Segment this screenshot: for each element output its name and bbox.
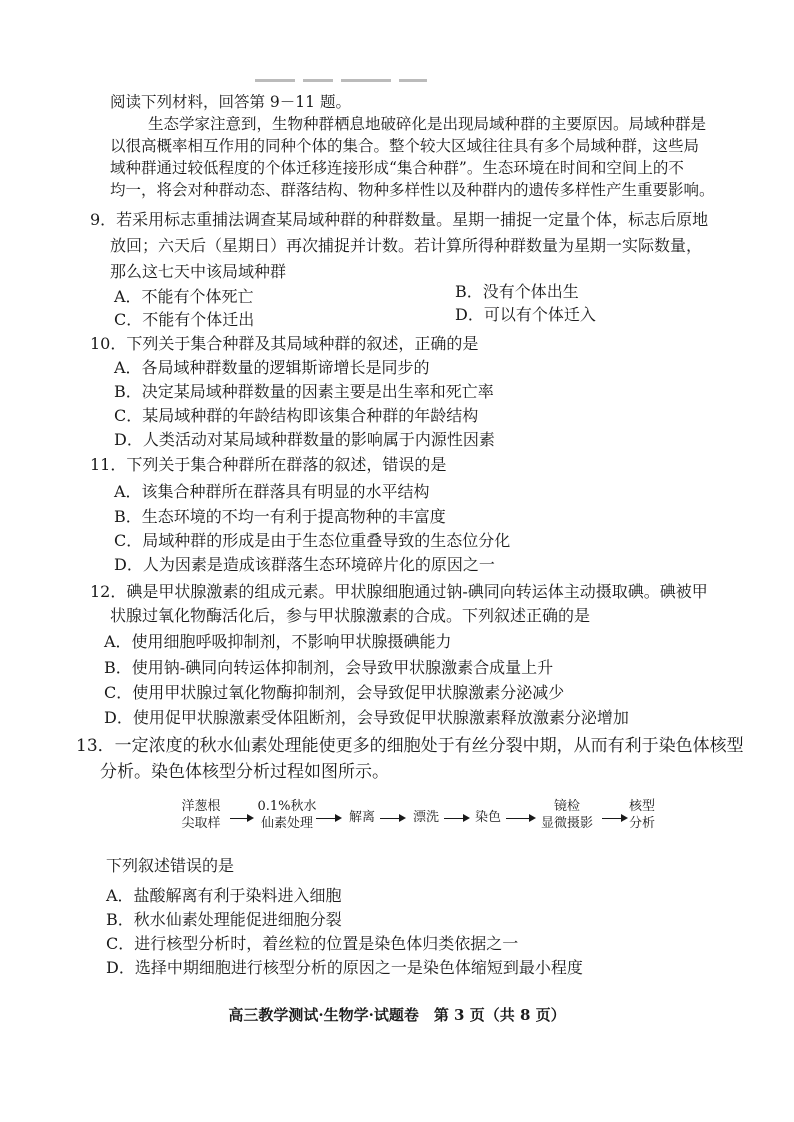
q11-option-c: C．局域种群的形成是由于生态位重叠导致的生态位分化 bbox=[114, 531, 511, 550]
q9-option-a: A．不能有个体死亡 bbox=[114, 287, 254, 306]
q13-option-a: A．盐酸解离有利于染料进入细胞 bbox=[106, 886, 342, 905]
flow-step-dissociation: 解离 bbox=[348, 810, 375, 825]
flow-step-text: 核型 bbox=[628, 799, 655, 814]
flow-step-text: 显微摄影 bbox=[540, 816, 593, 831]
flow-step-microscopy bbox=[532, 798, 602, 832]
q9-stem: 那么这七天中该局域种群 bbox=[110, 262, 287, 281]
flow-arrow bbox=[316, 818, 340, 819]
top-scan-mark bbox=[255, 70, 485, 76]
q11-option-b: B．生态环境的不均一有利于提高物种的丰富度 bbox=[114, 507, 446, 526]
flow-arrow bbox=[444, 818, 468, 819]
flow-step-rinsing: 漂洗 bbox=[412, 810, 439, 825]
q10-option-a: A．各局域种群数量的逻辑斯谛增长是同步的 bbox=[114, 358, 430, 377]
flow-step-staining: 染色 bbox=[474, 810, 501, 825]
flow-step-text: 洋葱根 bbox=[181, 799, 221, 814]
q9-option-d: D．可以有个体迁入 bbox=[455, 305, 596, 324]
q9-option-b: B．没有个体出生 bbox=[455, 282, 579, 301]
q9-stem: 放回；六天后（星期日）再次捕捉并计数。若计算所得种群数量为星期一实际数量， bbox=[110, 236, 703, 255]
q12-option-d: D．使用促甲状腺激素受体阻断剂，会导致促甲状腺激素释放激素分泌增加 bbox=[104, 708, 629, 727]
flow-step-text: 分析 bbox=[628, 816, 655, 831]
reading-line: 均一，将会对种群动态、群落结构、物种多样性以及种群内的遗传多样性产生重要影响。 bbox=[110, 181, 715, 199]
q10-option-b: B．决定某局域种群数量的因素主要是出生率和死亡率 bbox=[114, 382, 494, 401]
q13-stem: 13．一定浓度的秋水仙素处理能使更多的细胞处于有丝分裂中期，从而有利于染色体核型 bbox=[76, 736, 744, 756]
q12-option-b: B．使用钠-碘同向转运体抑制剂，会导致甲状腺激素合成量上升 bbox=[104, 658, 554, 677]
flow-arrow bbox=[380, 818, 404, 819]
q9-option-c: C．不能有个体迁出 bbox=[114, 310, 255, 329]
q13-option-d: D．选择中期细胞进行核型分析的原因之一是染色体缩短到最小程度 bbox=[106, 958, 583, 977]
q12-option-c: C．使用甲状腺过氧化物酶抑制剂，会导致促甲状腺激素分泌减少 bbox=[104, 683, 565, 702]
q11-stem: 11．下列关于集合种群所在群落的叙述，错误的是 bbox=[90, 455, 447, 474]
reading-line: 域种群通过较低程度的个体迁移连接形成“集合种群”。生态环境在时间和空间上的不 bbox=[110, 159, 684, 177]
q12-option-a: A．使用细胞呼吸抑制剂，不影响甲状腺摄碘能力 bbox=[104, 632, 452, 651]
q11-option-a: A．该集合种群所在群落具有明显的水平结构 bbox=[114, 482, 430, 501]
flow-step-text: 仙素处理 bbox=[260, 816, 313, 831]
q10-option-d: D．人类活动对某局域种群数量的影响属于内源性因素 bbox=[114, 430, 495, 449]
flow-arrow bbox=[506, 818, 534, 819]
reading-line: 以很高概率相互作用的同种个体的集合。整个较大区域往往具有多个局域种群，这些局 bbox=[110, 137, 700, 155]
q13-option-c: C．进行核型分析时，着丝粒的位置是染色体归类依据之一 bbox=[106, 934, 519, 953]
q12-stem: 12．碘是甲状腺激素的组成元素。甲状腺细胞通过钠-碘同向转运体主动摄取碘。碘被甲 bbox=[90, 582, 708, 601]
flow-step-sampling bbox=[176, 798, 226, 832]
flow-step-text: 镜检 bbox=[553, 799, 580, 814]
flow-arrow bbox=[602, 818, 626, 819]
flow-step-karyotype bbox=[624, 798, 660, 832]
q10-stem: 10．下列关于集合种群及其局域种群的叙述，正确的是 bbox=[90, 334, 479, 353]
flow-arrow bbox=[230, 818, 252, 819]
q9-stem: 9．若采用标志重捕法调查某局域种群的种群数量。星期一捕捉一定量个体，标志后原地 bbox=[90, 210, 709, 229]
flow-step-colchicine bbox=[254, 798, 320, 832]
flow-step-text: 尖取样 bbox=[181, 816, 221, 831]
reading-line: 生态学家注意到，生物种群栖息地破碎化是出现局域种群的主要原因。局域种群是 bbox=[148, 115, 707, 133]
q13-lead: 下列叙述错误的是 bbox=[106, 856, 235, 875]
karyotype-flow-diagram bbox=[176, 798, 656, 848]
q13-option-b: B．秋水仙素处理能促进细胞分裂 bbox=[106, 910, 342, 929]
flow-step-text: 0.1%秋水 bbox=[257, 799, 317, 814]
q12-stem: 状腺过氧化物酶活化后，参与甲状腺激素的合成。下列叙述正确的是 bbox=[110, 606, 591, 625]
page-footer: 高三教学测试·生物学·试题卷 第 3 页（共 8 页） bbox=[228, 1006, 566, 1024]
q10-option-c: C．某局域种群的年龄结构即该集合种群的年龄结构 bbox=[114, 406, 479, 425]
q13-stem: 分析。染色体核型分析过程如图所示。 bbox=[100, 762, 389, 782]
reading-intro: 阅读下列材料，回答第 9－11 题。 bbox=[110, 93, 351, 111]
q11-option-d: D．人为因素是造成该群落生态环境碎片化的原因之一 bbox=[114, 555, 495, 574]
